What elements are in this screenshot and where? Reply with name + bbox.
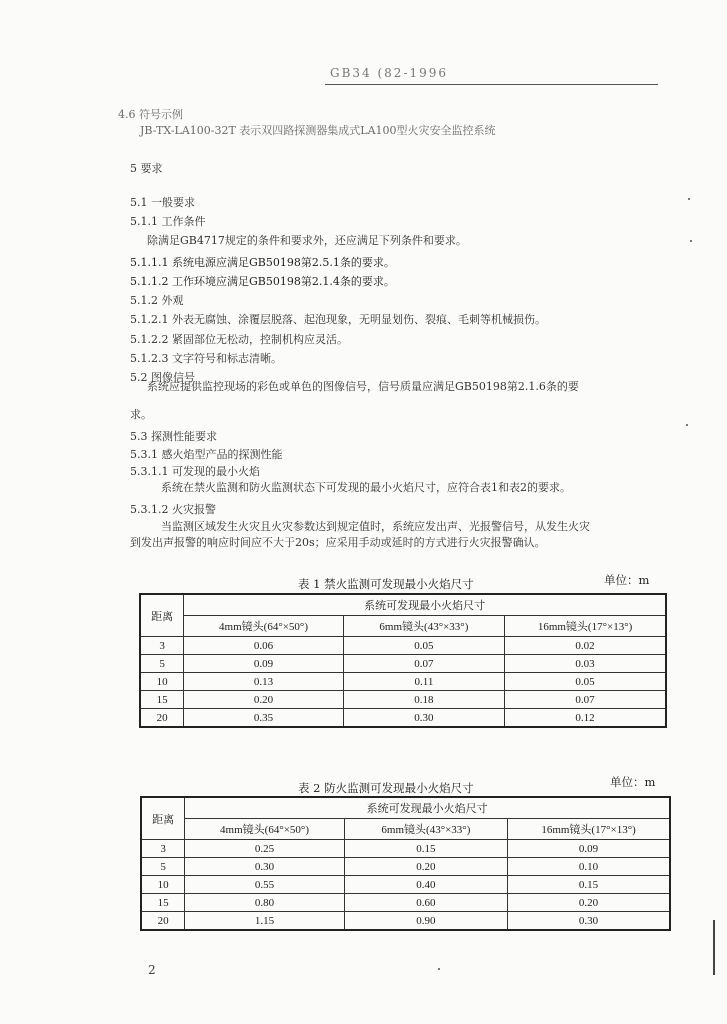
text-line: 4.6 符号示例 — [118, 108, 183, 121]
flame-size-cell: 0.60 — [344, 894, 507, 912]
flame-size-cell: 0.09 — [508, 840, 670, 858]
text-line: 5.1 一般要求 — [130, 196, 195, 209]
flame-size-cell: 0.15 — [344, 840, 507, 858]
flame-size-cell: 0.07 — [505, 691, 666, 709]
text-line: 5.1.2.2 紧固部位无松动，控制机构应灵活。 — [130, 333, 348, 346]
flame-size-cell: 0.03 — [505, 655, 666, 673]
page-number: 2 — [148, 963, 156, 977]
table1-col-header: 6mm镜头(43°×33°) — [343, 616, 504, 637]
table2-col-header: 6mm镜头(43°×33°) — [344, 819, 507, 840]
table-row — [140, 691, 666, 709]
text-line: 当监测区域发生火灾且火灾参数达到规定值时，系统应发出声、光报警信号，从发生火灾 — [161, 520, 590, 533]
scan-edge-mark — [713, 920, 715, 975]
distance-cell: 15 — [141, 894, 185, 912]
table2 — [140, 796, 671, 931]
flame-size-cell: 0.40 — [344, 876, 507, 894]
flame-size-cell: 0.30 — [343, 709, 504, 728]
table-row — [141, 876, 670, 894]
text-line: 5 要求 — [130, 162, 163, 175]
distance-cell: 3 — [140, 637, 184, 655]
table-row — [140, 655, 666, 673]
standard-code: GB34 (82-1996 — [330, 66, 449, 80]
text-line: 5.1.1 工作条件 — [130, 215, 206, 228]
table-row — [141, 840, 670, 858]
flame-size-cell: 0.12 — [505, 709, 666, 728]
table1-row-header: 距离 — [140, 594, 184, 637]
flame-size-cell: 0.13 — [184, 673, 343, 691]
table-row — [141, 894, 670, 912]
text-line: 5.1.2.3 文字符号和标志清晰。 — [130, 352, 282, 365]
flame-size-cell: 0.20 — [508, 894, 670, 912]
table2-col-header: 16mm镜头(17°×13°) — [508, 819, 670, 840]
text-line: 除满足GB4717规定的条件和要求外，还应满足下列条件和要求。 — [147, 234, 467, 247]
flame-size-cell: 0.20 — [184, 691, 343, 709]
table-row — [140, 709, 666, 728]
distance-cell: 10 — [141, 876, 185, 894]
flame-size-cell: 0.55 — [185, 876, 344, 894]
flame-size-cell: 0.30 — [185, 858, 344, 876]
table2-caption: 表 2 防火监测可发现最小火焰尺寸 — [298, 781, 474, 795]
text-line: 5.2 图像信号 — [130, 371, 195, 384]
text-line: JB-TX-LA100-32T 表示双四路探测器集成式LA100型火灾安全监控系统 — [140, 124, 496, 137]
scan-speck — [686, 424, 688, 426]
table-row — [140, 637, 666, 655]
flame-size-cell: 0.25 — [185, 840, 344, 858]
table1-unit: 单位：m — [604, 573, 650, 587]
flame-size-cell: 0.07 — [343, 655, 504, 673]
table1-caption: 表 1 禁火监测可发现最小火焰尺寸 — [298, 577, 474, 591]
table-row — [141, 858, 670, 876]
flame-size-cell: 0.11 — [343, 673, 504, 691]
table2-row-header: 距离 — [141, 797, 185, 840]
flame-size-cell: 0.80 — [185, 894, 344, 912]
flame-size-cell: 0.02 — [505, 637, 666, 655]
text-line: 系统应提供监控现场的彩色或单色的图像信号，信号质量应满足GB50198第2.1.6条的要 — [147, 380, 579, 393]
flame-size-cell: 0.35 — [184, 709, 343, 728]
text-line: 求。 — [130, 408, 152, 421]
text-line: 5.1.1.2 工作环境应满足GB50198第2.1.4条的要求。 — [130, 275, 395, 288]
text-line: 到发出声报警的响应时间应不大于20s；应采用手动或延时的方式进行火灾报警确认。 — [130, 536, 546, 549]
table1-group-header: 系统可发现最小火焰尺寸 — [184, 594, 666, 616]
distance-cell: 20 — [141, 912, 185, 931]
table1-col-header: 16mm镜头(17°×13°) — [505, 616, 666, 637]
flame-size-cell: 0.15 — [508, 876, 670, 894]
table-row — [141, 912, 670, 931]
table2-unit: 单位：m — [610, 775, 656, 789]
text-line: 5.3.1.1 可发现的最小火焰 — [130, 465, 260, 478]
table1 — [139, 593, 667, 728]
distance-cell: 20 — [140, 709, 184, 728]
text-line: 5.3.1.2 火灾报警 — [130, 503, 216, 516]
scan-speck — [688, 198, 690, 200]
flame-size-cell: 1.15 — [185, 912, 344, 931]
table2-col-header: 4mm镜头(64°×50°) — [185, 819, 344, 840]
flame-size-cell: 0.05 — [505, 673, 666, 691]
table1-col-header: 4mm镜头(64°×50°) — [184, 616, 343, 637]
text-line: 5.1.2 外观 — [130, 294, 184, 307]
flame-size-cell: 0.90 — [344, 912, 507, 931]
distance-cell: 10 — [140, 673, 184, 691]
flame-size-cell: 0.09 — [184, 655, 343, 673]
text-line: 5.3.1 感火焰型产品的探测性能 — [130, 448, 283, 461]
flame-size-cell: 0.20 — [344, 858, 507, 876]
table-row — [140, 673, 666, 691]
scan-speck — [438, 968, 440, 970]
flame-size-cell: 0.18 — [343, 691, 504, 709]
header-rule — [325, 84, 658, 85]
flame-size-cell: 0.05 — [343, 637, 504, 655]
scan-speck — [690, 240, 692, 242]
distance-cell: 15 — [140, 691, 184, 709]
table2-group-header: 系统可发现最小火焰尺寸 — [185, 797, 670, 819]
distance-cell: 5 — [140, 655, 184, 673]
text-line: 5.1.1.1 系统电源应满足GB50198第2.5.1条的要求。 — [130, 256, 395, 269]
flame-size-cell: 0.30 — [508, 912, 670, 931]
flame-size-cell: 0.06 — [184, 637, 343, 655]
flame-size-cell: 0.10 — [508, 858, 670, 876]
distance-cell: 3 — [141, 840, 185, 858]
text-line: 系统在禁火监测和防火监测状态下可发现的最小火焰尺寸，应符合表1和表2的要求。 — [161, 481, 571, 494]
text-line: 5.1.2.1 外表无腐蚀、涂覆层脱落、起泡现象，无明显划伤、裂痕、毛刺等机械损伤。 — [130, 313, 546, 326]
text-line: 5.3 探测性能要求 — [130, 430, 217, 443]
distance-cell: 5 — [141, 858, 185, 876]
